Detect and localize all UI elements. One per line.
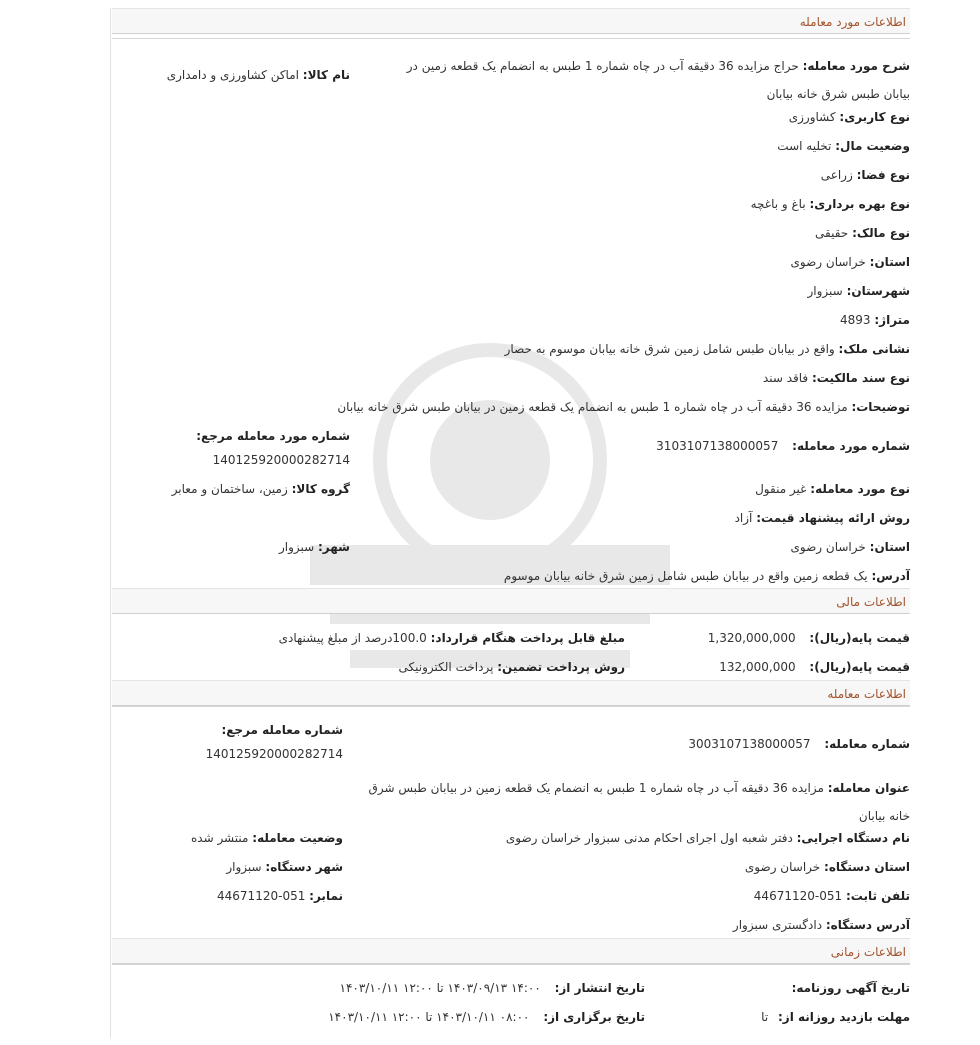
property-address-label: نشانی ملک: <box>838 342 910 356</box>
deal-description <box>390 52 910 108</box>
space-type <box>821 167 910 183</box>
org-city-label: شهر دستگاه: <box>265 860 343 874</box>
hold-date-value: ۰۸:۰۰ ۱۴۰۳/۱۰/۱۱ تا ۱۲:۰۰ ۱۴۰۳/۱۰/۱۱ <box>328 1010 530 1024</box>
notes-value: مزایده 36 دقیقه آب در چاه شماره 1 طبس به انضمام یک قطعه زمین در بیابان طبس شرق خانه بیابان <box>337 400 848 414</box>
property-status <box>777 138 910 154</box>
item-number-label: شماره مورد معامله: <box>792 439 910 453</box>
province-2-value: خراسان رضوی <box>790 540 866 554</box>
city-value: سبزوار <box>278 540 315 554</box>
contract-payment-label: مبلغ قابل پرداخت هنگام قرارداد: <box>430 631 625 645</box>
deed-type-value: فاقد سند <box>762 371 809 385</box>
transaction-title-label: عنوان معامله: <box>827 781 910 795</box>
fax-label: نمابر: <box>309 889 343 903</box>
transaction-ref-label-text: شماره معامله مرجع: <box>221 723 343 737</box>
ref-item-number-label <box>196 428 350 444</box>
transaction-status-label: وضعیت معامله: <box>252 831 343 845</box>
section-time-info: اطلاعات زمانی <box>112 938 910 964</box>
base-price-value: 1,320,000,000 <box>707 631 796 645</box>
province <box>791 254 910 270</box>
property-address-value: واقع در بیابان طبس شامل زمین شرق خانه بیابان موسوم به حصار <box>504 342 835 356</box>
transaction-ref-value: 140125920000282714 <box>205 747 343 761</box>
publish-date-value: ۱۴:۰۰ ۱۴۰۳/۰۹/۱۳ تا ۱۲:۰۰ ۱۴۰۳/۱۰/۱۱ <box>339 981 541 995</box>
province-2 <box>791 539 910 555</box>
item-type-value: غیر منقول <box>755 482 807 496</box>
goods-group-value: زمین، ساختمان و معابر <box>171 482 288 496</box>
transaction-status-value: منتشر شده <box>190 831 249 845</box>
space-type-value: زراعی <box>820 168 853 182</box>
goods-group-label: گروه کالا: <box>291 482 350 496</box>
province-value: خراسان رضوی <box>790 255 866 269</box>
exploitation-type-value: باغ و باغچه <box>750 197 806 211</box>
fax <box>217 888 343 904</box>
guarantee-method <box>399 659 625 675</box>
phone <box>754 888 910 904</box>
item-number-value: 3103107138000057 <box>656 439 779 453</box>
org-address-label: آدرس دستگاه: <box>825 918 910 932</box>
item-number <box>656 438 910 454</box>
transaction-number <box>688 736 910 752</box>
property-status-value: تخلیه است <box>777 139 832 153</box>
transaction-ref-label <box>221 722 343 738</box>
deed-type <box>763 370 910 386</box>
usage-type <box>789 109 910 125</box>
owner-type-value: حقیقی <box>815 226 849 240</box>
newspaper-date <box>792 980 910 996</box>
org-address <box>733 917 910 933</box>
owner-type-label: نوع مالک: <box>852 226 910 240</box>
goods-name <box>167 67 350 83</box>
publish-date <box>340 980 645 996</box>
divider <box>112 38 910 39</box>
bid-method-value: آزاد <box>734 511 753 525</box>
bid-method <box>735 510 910 526</box>
section-transaction-info: اطلاعات معامله <box>112 680 910 706</box>
ref-item-number-label-text: شماره مورد معامله مرجع: <box>196 429 350 443</box>
phone-value: 051-44671120 <box>753 889 843 903</box>
deal-description-value: حراج مزایده 36 دقیقه آب در چاه شماره 1 طبس به انضمام یک قطعه زمین در بیابان طبس شرق خانه بیابان <box>406 59 910 101</box>
org-city <box>226 859 343 875</box>
property-status-label: وضعیت مال: <box>835 139 910 153</box>
county <box>808 283 911 299</box>
hold-date <box>328 1009 645 1025</box>
goods-name-value: اماکن کشاورزی و دامداری <box>166 68 299 82</box>
goods-group <box>172 481 350 497</box>
visit-deadline <box>761 1009 910 1025</box>
deposit-price-value: 132,000,000 <box>719 660 796 674</box>
divider <box>112 964 910 965</box>
province-label: استان: <box>869 255 910 269</box>
county-value: سبزوار <box>807 284 843 298</box>
address-label: آدرس: <box>871 569 910 583</box>
owner-type <box>815 225 910 241</box>
section-deal-info: اطلاعات مورد معامله <box>112 8 910 34</box>
city-label: شهر: <box>318 540 350 554</box>
bid-method-label: روش ارائه پیشنهاد قیمت: <box>756 511 910 525</box>
base-price <box>708 630 910 646</box>
exploitation-type <box>751 196 910 212</box>
transaction-number-label: شماره معامله: <box>824 737 910 751</box>
area <box>840 312 910 328</box>
executor-label: نام دستگاه اجرایی: <box>796 831 910 845</box>
contract-payment-value: 100.0درصد از مبلغ پیشنهادی <box>278 631 427 645</box>
phone-label: تلفن ثابت: <box>845 889 910 903</box>
divider <box>112 706 910 707</box>
deposit-price-label: قیمت پایه(ریال): <box>809 660 910 674</box>
guarantee-method-value: پرداخت الکترونیکی <box>398 660 494 674</box>
publish-date-label: تاریخ انتشار از: <box>554 981 645 995</box>
deal-description-label: شرح مورد معامله: <box>802 59 910 73</box>
deed-type-label: نوع سند مالکیت: <box>811 371 910 385</box>
ref-item-number-value: 140125920000282714 <box>212 453 350 467</box>
exploitation-type-label: نوع بهره برداری: <box>809 197 910 211</box>
hold-date-label: تاریخ برگزاری از: <box>543 1010 645 1024</box>
executor-value: دفتر شعبه اول اجرای احکام مدنی سبزوار خراسان رضوی <box>505 831 793 845</box>
goods-name-label: نام کالا: <box>302 68 350 82</box>
usage-type-value: کشاورزی <box>788 110 836 124</box>
org-address-value: دادگستری سبزوار <box>732 918 823 932</box>
notes <box>337 399 910 415</box>
org-province <box>745 859 910 875</box>
area-label: متراژ: <box>874 313 910 327</box>
fax-value: 051-44671120 <box>217 889 306 903</box>
base-price-label: قیمت پایه(ریال): <box>809 631 910 645</box>
province-2-label: استان: <box>869 540 910 554</box>
transaction-number-value: 3003107138000057 <box>688 737 811 751</box>
org-province-label: استان دستگاه: <box>824 860 910 874</box>
transaction-status <box>191 830 343 846</box>
county-label: شهرستان: <box>846 284 910 298</box>
address-value: یک قطعه زمین واقع در بیابان طبس شامل زمین شرق خانه بیابان موسوم <box>503 569 868 583</box>
address <box>504 568 910 584</box>
transaction-title-value: مزایده 36 دقیقه آب در چاه شماره 1 طبس به انضمام یک قطعه زمین در بیابان طبس شرق خانه بیابان <box>368 781 910 823</box>
deposit-price <box>719 659 910 675</box>
notes-label: توضیحات: <box>851 400 910 414</box>
org-city-value: سبزوار <box>226 860 262 874</box>
item-type <box>755 481 910 497</box>
newspaper-date-label: تاریخ آگهی روزنامه: <box>791 981 910 995</box>
section-financial-info: اطلاعات مالی <box>112 588 910 614</box>
area-value: 4893 <box>840 313 871 327</box>
transaction-title <box>365 774 910 830</box>
space-type-label: نوع فضا: <box>856 168 910 182</box>
guarantee-method-label: روش پرداخت تضمین: <box>497 660 625 674</box>
org-province-value: خراسان رضوی <box>744 860 821 874</box>
usage-type-label: نوع کاربری: <box>839 110 910 124</box>
contract-payment <box>279 630 625 646</box>
property-address <box>505 341 910 357</box>
visit-deadline-value: تا <box>761 1010 769 1024</box>
city <box>279 539 350 555</box>
item-type-label: نوع مورد معامله: <box>810 482 910 496</box>
executor <box>506 830 910 846</box>
visit-deadline-label: مهلت بازدید روزانه از: <box>778 1010 910 1024</box>
